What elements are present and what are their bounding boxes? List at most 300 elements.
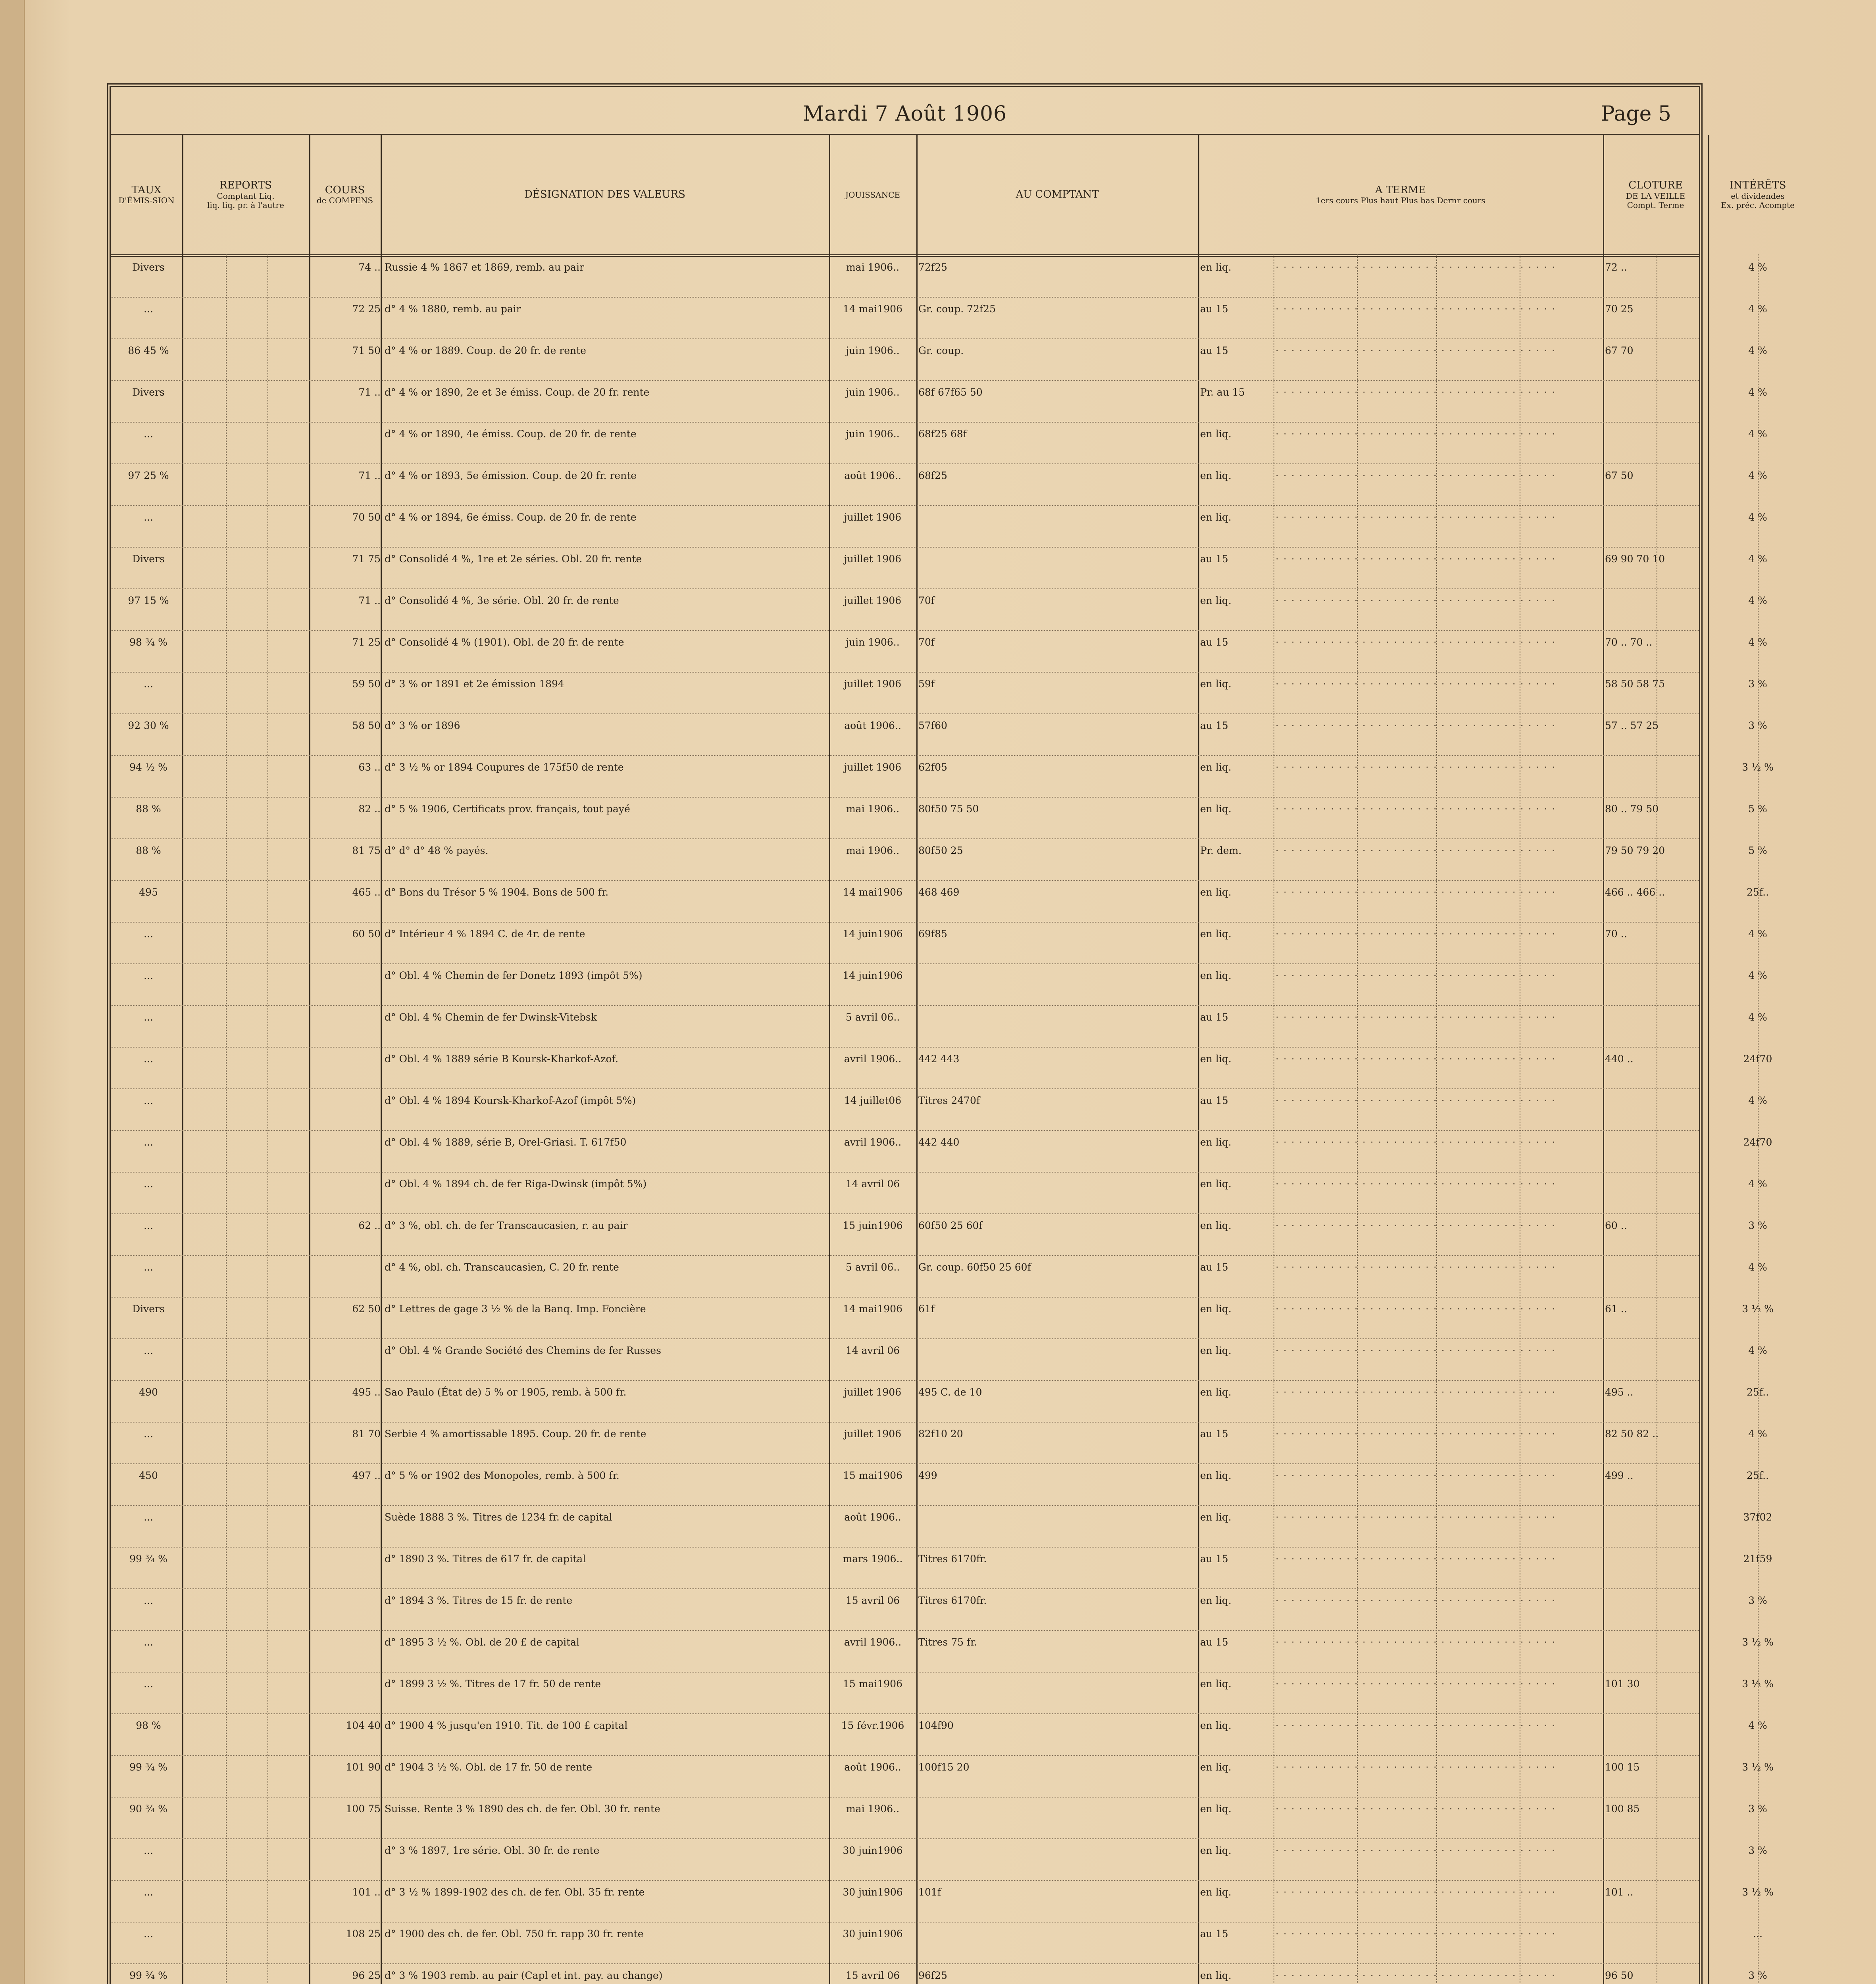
cell-taux: ... [144,1428,153,1440]
cell-designation: d° Obl. 4 % 1889 série B Koursk-Kharkof-Azof. [385,1053,618,1065]
cell-interets: 4 % [1748,345,1767,356]
cell-cloture: 70 .. 70 .. [1605,636,1653,648]
cell-jouissance: mai 1906.. [846,261,900,273]
cell-designation: d° Obl. 4 % 1889, série B, Orel-Griasi. T. 617f50 [385,1136,627,1148]
cell-interets: 3 % [1748,1595,1767,1606]
cell-jouissance: 15 mai1906 [843,1678,902,1690]
cell-designation: d° 1900 des ch. de fer. Obl. 750 fr. rapp 30 fr. rente [385,1928,644,1940]
cell-taux: 98 ¾ % [129,636,167,648]
row-separator [111,1547,1699,1548]
cell-designation: d° 4 % or 1890, 4e émiss. Coup. de 20 fr. de rente [385,428,637,440]
cell-cours: 60 50 [352,928,381,940]
cell-designation: Serbie 4 % amortissable 1895. Coup. 20 fr. de rente [385,1428,646,1440]
cell-taux: 88 % [136,845,161,856]
leader-dots: · · · · · · · · · · · · · · · · · · · · · · · · · · · · · · · · · · · · [1276,970,1556,981]
leader-dots: · · · · · · · · · · · · · · · · · · · · · · · · · · · · · · · · · · · · [1276,428,1556,440]
cell-cloture: 67 70 [1605,345,1634,356]
cell-jouissance: 14 juillet06 [844,1095,902,1106]
cell-designation: d° 3 ½ % 1899-1902 des ch. de fer. Obl. 35 fr. rente [385,1886,645,1898]
col-interets [1708,135,1807,254]
table-row [111,802,1767,816]
table-row [111,1844,1767,1857]
cell-terme: au 15 [1200,1428,1228,1440]
cell-taux: ... [144,511,153,523]
row-separator [111,1630,1699,1631]
cell-taux: ... [144,928,153,940]
table-row [111,261,1767,274]
cell-taux: ... [144,1845,153,1856]
col-designation-label: DÉSIGNATION DES VALEURS [524,188,685,201]
cell-taux: ... [144,1595,153,1606]
cell-interets: 3 ½ % [1742,1303,1774,1315]
col-cours [309,135,381,254]
leader-dots: · · · · · · · · · · · · · · · · · · · · · · · · · · · · · · · · · · · · [1276,720,1556,731]
cell-interets: 3 ½ % [1742,1636,1774,1648]
cell-terme: au 15 [1200,1095,1228,1106]
cell-terme: en liq. [1200,1136,1231,1148]
cell-interets: 4 % [1748,553,1767,565]
cell-interets: 3 % [1748,720,1767,731]
cell-cours: 100 75 [346,1803,381,1815]
cell-terme: en liq. [1200,1678,1231,1690]
cell-interets: 4 % [1748,1178,1767,1190]
row-separator [111,588,1699,589]
cell-cloture: 57 .. 57 25 [1605,720,1659,731]
cell-comptant: Gr. coup. 60f50 25 60f [918,1261,1031,1273]
cell-jouissance: juillet 1906 [844,511,902,523]
cell-taux: 495 [139,886,158,898]
cell-cours: 71 25 [352,636,381,648]
cell-designation: d° 3 % 1897, 1re série. Obl. 30 fr. de rente [385,1845,600,1856]
table-row [111,594,1767,608]
leader-dots: · · · · · · · · · · · · · · · · · · · · · · · · · · · · · · · · · · · · [1276,1553,1556,1565]
cell-taux: Divers [132,261,165,273]
cell-comptant: Titres 6170fr. [918,1595,987,1606]
cell-cloture: 101 30 [1605,1678,1640,1690]
cell-jouissance: mai 1906.. [846,803,900,815]
cell-cloture: 440 .. [1605,1053,1634,1065]
leader-dots: · · · · · · · · · · · · · · · · · · · · · · · · · · · · · · · · · · · · [1276,1303,1556,1315]
cell-interets: 4 % [1748,303,1767,315]
securities-table-body [111,258,1774,1984]
cell-cloture: 495 .. [1605,1386,1634,1398]
cell-terme: Pr. dem. [1200,845,1242,856]
cell-taux: ... [144,1053,153,1065]
cell-terme: au 15 [1200,303,1228,315]
cell-terme: au 15 [1200,1636,1228,1648]
cell-jouissance: juillet 1906 [844,761,902,773]
cell-taux: Divers [132,553,165,565]
cell-cours: 81 70 [352,1428,381,1440]
leader-dots: · · · · · · · · · · · · · · · · · · · · · · · · · · · · · · · · · · · · [1276,1470,1556,1481]
cell-terme: en liq. [1200,1595,1231,1606]
table-row [111,1886,1774,1899]
cell-designation: d° 5 % or 1902 des Monopoles, remb. à 500 fr. [385,1470,620,1481]
cell-designation: d° Obl. 4 % Chemin de fer Dwinsk-Vitebsk [385,1011,597,1023]
cell-interets: 3 ½ % [1742,1886,1774,1898]
cell-comptant: 72f25 [918,261,947,273]
col-cloture-sub: DE LA VEILLE [1626,191,1686,201]
leader-dots: · · · · · · · · · · · · · · · · · · · · · · · · · · · · · · · · · · · · [1276,1095,1556,1106]
cell-jouissance: avril 1906.. [844,1636,902,1648]
cell-interets: 21f59 [1743,1553,1772,1565]
table-row [111,427,1767,441]
cell-cloture: 61 .. [1605,1303,1627,1315]
cell-terme: en liq. [1200,761,1231,773]
cell-terme: au 15 [1200,1553,1228,1565]
leader-dots: · · · · · · · · · · · · · · · · · · · · · · · · · · · · · · · · · · · · [1276,511,1556,523]
cell-comptant: 101f [918,1886,941,1898]
row-separator [111,1130,1699,1131]
leader-dots: · · · · · · · · · · · · · · · · · · · · · · · · · · · · · · · · · · · · [1276,761,1556,773]
cell-terme: en liq. [1200,970,1231,981]
table-row [111,1386,1769,1399]
row-separator [111,422,1699,423]
cell-designation: d° 4 % or 1890, 2e et 3e émiss. Coup. de 20 fr. rente [385,386,650,398]
cell-interets: 3 ½ % [1742,761,1774,773]
cell-designation: d° 4 % or 1889. Coup. de 20 fr. de rente [385,345,586,356]
row-separator [111,1380,1699,1381]
cell-designation: d° 4 %, obl. ch. Transcaucasien, C. 20 fr. rente [385,1261,619,1273]
page-date: Mardi 7 Août 1906 [802,102,1007,126]
leader-dots: · · · · · · · · · · · · · · · · · · · · · · · · · · · · · · · · · · · · [1276,1970,1556,1981]
table-row [111,844,1767,857]
cell-terme: en liq. [1200,928,1231,940]
cell-comptant: 60f50 25 60f [918,1220,983,1231]
cell-comptant: 57f60 [918,720,947,731]
cell-cloture: 60 .. [1605,1220,1627,1231]
table-row [111,677,1767,691]
cell-designation: d° Intérieur 4 % 1894 C. de 4r. de rente [385,928,585,940]
row-separator [111,838,1699,839]
cell-designation: d° 1900 4 % jusqu'en 1910. Tit. de 100 £ capital [385,1720,628,1731]
leader-dots: · · · · · · · · · · · · · · · · · · · · · · · · · · · · · · · · · · · · [1276,1386,1556,1398]
cell-cours: 72 25 [352,303,381,315]
cell-comptant: 468 469 [918,886,960,898]
cell-designation: d° 1890 3 %. Titres de 617 fr. de capital [385,1553,586,1565]
cell-comptant: 69f85 [918,928,947,940]
cell-cours: 101 90 [346,1761,381,1773]
cell-designation: d° Lettres de gage 3 ½ % de la Banq. Imp. Foncière [385,1303,646,1315]
table-row [111,1427,1767,1441]
cell-terme: en liq. [1200,803,1231,815]
leader-dots: · · · · · · · · · · · · · · · · · · · · · · · · · · · · · · · · · · · · [1276,1261,1556,1273]
cell-cloture: 466 .. 466 .. [1605,886,1665,898]
cell-cours: 59 50 [352,678,381,690]
page-spine [0,0,25,1984]
cell-taux: ... [144,970,153,981]
cell-comptant: 96f25 [918,1970,947,1981]
table-row [111,1011,1767,1024]
cell-interets: 5 % [1748,845,1767,856]
leader-dots: · · · · · · · · · · · · · · · · · · · · · · · · · · · · · · · · · · · · [1276,470,1556,481]
row-separator [111,797,1699,798]
cell-comptant: Titres 2470f [918,1095,980,1106]
cell-interets: 4 % [1748,636,1767,648]
cell-jouissance: juin 1906.. [846,345,900,356]
cell-taux: 490 [139,1386,158,1398]
cell-jouissance: août 1906.. [844,470,901,481]
cell-designation: d° 3 % or 1896 [385,720,460,731]
cell-interets: 25f.. [1746,1386,1769,1398]
cell-taux: ... [144,1261,153,1273]
cell-cours: 104 40 [346,1720,381,1731]
col-taux [111,135,182,254]
cell-interets: 3 ½ % [1742,1678,1774,1690]
cell-interets: 4 % [1748,1261,1767,1273]
cell-taux: Divers [132,1303,165,1315]
row-separator [111,1588,1699,1589]
cell-taux: 98 % [136,1720,161,1731]
row-separator [111,1755,1699,1756]
cell-taux: ... [144,1345,153,1356]
table-row [111,927,1767,941]
col-jouissance-label: JOUISSANCE [845,190,900,200]
cell-comptant: 68f 67f65 50 [918,386,983,398]
leader-dots: · · · · · · · · · · · · · · · · · · · · · · · · · · · · · · · · · · · · [1276,1678,1556,1690]
table-row [111,1052,1772,1066]
cell-interets: 4 % [1748,470,1767,481]
row-separator [111,880,1699,881]
table-row [111,1969,1767,1982]
cell-cloture: 100 85 [1605,1803,1640,1815]
cell-designation: d° Consolidé 4 % (1901). Obl. de 20 fr. de rente [385,636,624,648]
table-row [111,719,1767,732]
cell-designation: d° 1904 3 ½ %. Obl. de 17 fr. 50 de rente [385,1761,593,1773]
leader-dots: · · · · · · · · · · · · · · · · · · · · · · · · · · · · · · · · · · · · [1276,1636,1556,1648]
row-separator [111,1172,1699,1173]
running-header [111,98,1699,135]
cell-taux: 90 ¾ % [129,1803,167,1815]
leader-dots: · · · · · · · · · · · · · · · · · · · · · · · · · · · · · · · · · · · · [1276,261,1556,273]
cell-taux: 92 30 % [128,720,169,731]
cell-interets: 4 % [1748,928,1767,940]
col-reports [182,135,309,254]
leader-dots: · · · · · · · · · · · · · · · · · · · · · · · · · · · · · · · · · · · · [1276,1345,1556,1356]
row-separator [111,1255,1699,1256]
cell-interets: 3 % [1748,1220,1767,1231]
cell-terme: au 15 [1200,345,1228,356]
table-row [111,969,1767,982]
row-separator [111,922,1699,923]
row-separator [111,1713,1699,1714]
leader-dots: · · · · · · · · · · · · · · · · · · · · · · · · · · · · · · · · · · · · [1276,1220,1556,1231]
cell-interets: 4 % [1748,511,1767,523]
row-separator [111,1213,1699,1214]
cell-jouissance: mars 1906.. [843,1553,903,1565]
cell-interets: 4 % [1748,1720,1767,1731]
cell-interets: 24f70 [1743,1136,1772,1148]
cell-taux: ... [144,1178,153,1190]
cell-jouissance: mai 1906.. [846,845,900,856]
cell-cours: 497 .. [352,1470,381,1481]
cell-terme: au 15 [1200,553,1228,565]
cell-terme: en liq. [1200,595,1231,606]
cell-jouissance: juillet 1906 [844,678,902,690]
cell-jouissance: avril 1906.. [844,1136,902,1148]
cell-cours: 74 .. [358,261,381,273]
row-separator [111,1047,1699,1048]
row-separator [111,297,1699,298]
cell-designation: d° 3 ½ % or 1894 Coupures de 175f50 de rente [385,761,624,773]
cell-jouissance: 14 mai1906 [843,1303,902,1315]
cell-jouissance: juin 1906.. [846,386,900,398]
table-row [111,1094,1767,1107]
cell-terme: en liq. [1200,1720,1231,1731]
cell-taux: ... [144,1886,153,1898]
col-reports-label: REPORTS [219,179,272,192]
cell-terme: en liq. [1200,511,1231,523]
cell-designation: d° 4 % or 1893, 5e émission. Coup. de 20 fr. rente [385,470,637,481]
cell-jouissance: 14 juin1906 [843,928,903,940]
cell-jouissance: 5 avril 06.. [845,1011,900,1023]
cell-cours: 62 .. [358,1220,381,1231]
cell-terme: en liq. [1200,470,1231,481]
table-row [111,386,1767,399]
cell-taux: 97 25 % [128,470,169,481]
cell-taux: 88 % [136,803,161,815]
cell-interets: 4 % [1748,1095,1767,1106]
cell-comptant: 62f05 [918,761,947,773]
row-separator [111,1880,1699,1881]
cell-interets: 3 % [1748,678,1767,690]
leader-dots: · · · · · · · · · · · · · · · · · · · · · · · · · · · · · · · · · · · · [1276,1595,1556,1606]
table-row [111,552,1767,566]
cell-interets: ... [1753,1928,1762,1940]
cell-comptant: Titres 75 fr. [918,1636,977,1648]
cell-interets: 3 % [1748,1845,1767,1856]
cell-terme: en liq. [1200,1761,1231,1773]
cell-designation: Sao Paulo (État de) 5 % or 1905, remb. à 500 fr. [385,1386,627,1398]
row-separator [111,1963,1699,1964]
cell-interets: 4 % [1748,386,1767,398]
table-row [111,302,1767,316]
cell-jouissance: avril 1906.. [844,1053,902,1065]
cell-terme: au 15 [1200,1928,1228,1940]
col-terme-label: A TERME [1375,184,1426,196]
col-cloture-cols: Compt. Terme [1627,200,1684,210]
cell-terme: en liq. [1200,1053,1231,1065]
cell-cours: 62 50 [352,1303,381,1315]
row-separator [111,1672,1699,1673]
cell-cours: 101 .. [352,1886,381,1898]
cell-cours: 71 50 [352,345,381,356]
leader-dots: · · · · · · · · · · · · · · · · · · · · · · · · · · · · · · · · · · · · [1276,1928,1556,1940]
cell-designation: d° 1899 3 ½ %. Titres de 17 fr. 50 de rente [385,1678,601,1690]
row-separator [111,1797,1699,1798]
cell-cloture: 96 50 [1605,1970,1634,1981]
cell-comptant: 61f [918,1303,935,1315]
cell-comptant: 104f90 [918,1720,954,1731]
cell-designation: d° 3 % or 1891 et 2e émission 1894 [385,678,564,690]
cell-taux: 86 45 % [128,345,169,356]
cell-comptant: Gr. coup. 72f25 [918,303,996,315]
cell-jouissance: 30 juin1906 [843,1886,903,1898]
cell-taux: ... [144,1636,153,1648]
table-row [111,469,1767,483]
cell-designation: d° Consolidé 4 %, 1re et 2e séries. Obl. 20 fr. rente [385,553,642,565]
cell-cloture: 69 90 70 10 [1605,553,1665,565]
cell-designation: d° 1894 3 %. Titres de 15 fr. de rente [385,1595,573,1606]
cell-jouissance: 30 juin1906 [843,1845,903,1856]
cell-comptant: 100f15 20 [918,1761,970,1773]
cell-taux: 97 15 % [128,595,169,606]
cell-taux: 99 ¾ % [129,1761,167,1773]
table-row [111,761,1774,774]
leader-dots: · · · · · · · · · · · · · · · · · · · · · · · · · · · · · · · · · · · · [1276,553,1556,565]
cell-taux: ... [144,1511,153,1523]
cell-terme: en liq. [1200,1886,1231,1898]
column-header-row [111,135,1795,257]
cell-cours: 82 .. [358,803,381,815]
cell-jouissance: 15 juin1906 [843,1220,903,1231]
row-separator [111,713,1699,714]
cell-comptant: 80f50 25 [918,845,963,856]
row-separator [111,672,1699,673]
table-row [111,1927,1762,1941]
cell-comptant: 70f [918,595,935,606]
cell-terme: en liq. [1200,1845,1231,1856]
cell-jouissance: 5 avril 06.. [845,1261,900,1273]
cell-cours: 58 50 [352,720,381,731]
leader-dots: · · · · · · · · · · · · · · · · · · · · · · · · · · · · · · · · · · · · [1276,803,1556,815]
cell-jouissance: 15 avril 06 [845,1970,900,1981]
col-terme [1198,135,1603,254]
cell-cours: 71 .. [358,595,381,606]
cell-jouissance: août 1906.. [844,1511,901,1523]
leader-dots: · · · · · · · · · · · · · · · · · · · · · · · · · · · · · · · · · · · · [1276,1011,1556,1023]
row-separator [111,1005,1699,1006]
cell-designation: d° Consolidé 4 %, 3e série. Obl. 20 fr. de rente [385,595,619,606]
cell-cours: 71 75 [352,553,381,565]
row-separator [111,463,1699,464]
cell-terme: en liq. [1200,1303,1231,1315]
leader-dots: · · · · · · · · · · · · · · · · · · · · · · · · · · · · · · · · · · · · [1276,386,1556,398]
table-row [111,1136,1772,1149]
cell-terme: en liq. [1200,1470,1231,1481]
col-interets-sub: et dividendes [1731,191,1785,201]
cell-terme: au 15 [1200,1011,1228,1023]
cell-interets: 24f70 [1743,1053,1772,1065]
cell-comptant: 80f50 75 50 [918,803,979,815]
cell-terme: en liq. [1200,1511,1231,1523]
cell-terme: en liq. [1200,886,1231,898]
col-cloture [1603,135,1708,254]
cell-terme: Pr. au 15 [1200,386,1245,398]
leader-dots: · · · · · · · · · · · · · · · · · · · · · · · · · · · · · · · · · · · · [1276,1136,1556,1148]
stock-table-frame [107,83,1795,1984]
row-separator [111,1463,1699,1464]
cell-designation: Suède 1888 3 %. Titres de 1234 fr. de capital [385,1511,612,1523]
cell-taux: ... [144,428,153,440]
row-separator [111,1505,1699,1506]
cell-jouissance: juin 1906.. [846,428,900,440]
column-rule [1708,135,1709,1984]
cell-designation: d° Obl. 4 % 1894 Koursk-Kharkof-Azof (impôt 5%) [385,1095,636,1106]
leader-dots: · · · · · · · · · · · · · · · · · · · · · · · · · · · · · · · · · · · · [1276,345,1556,356]
table-row [111,1261,1767,1274]
row-separator [111,505,1699,506]
col-reports-sub: Comptant Liq. [217,191,275,201]
table-row [111,344,1767,358]
cell-jouissance: août 1906.. [844,720,901,731]
cell-comptant: 495 C. de 10 [918,1386,982,1398]
cell-cloture: 70 25 [1605,303,1634,315]
col-designation [381,135,829,254]
col-cours-sub: de COMPENS [316,196,373,206]
page-number: Page 5 [1601,102,1671,126]
cell-taux: 99 ¾ % [129,1970,167,1981]
